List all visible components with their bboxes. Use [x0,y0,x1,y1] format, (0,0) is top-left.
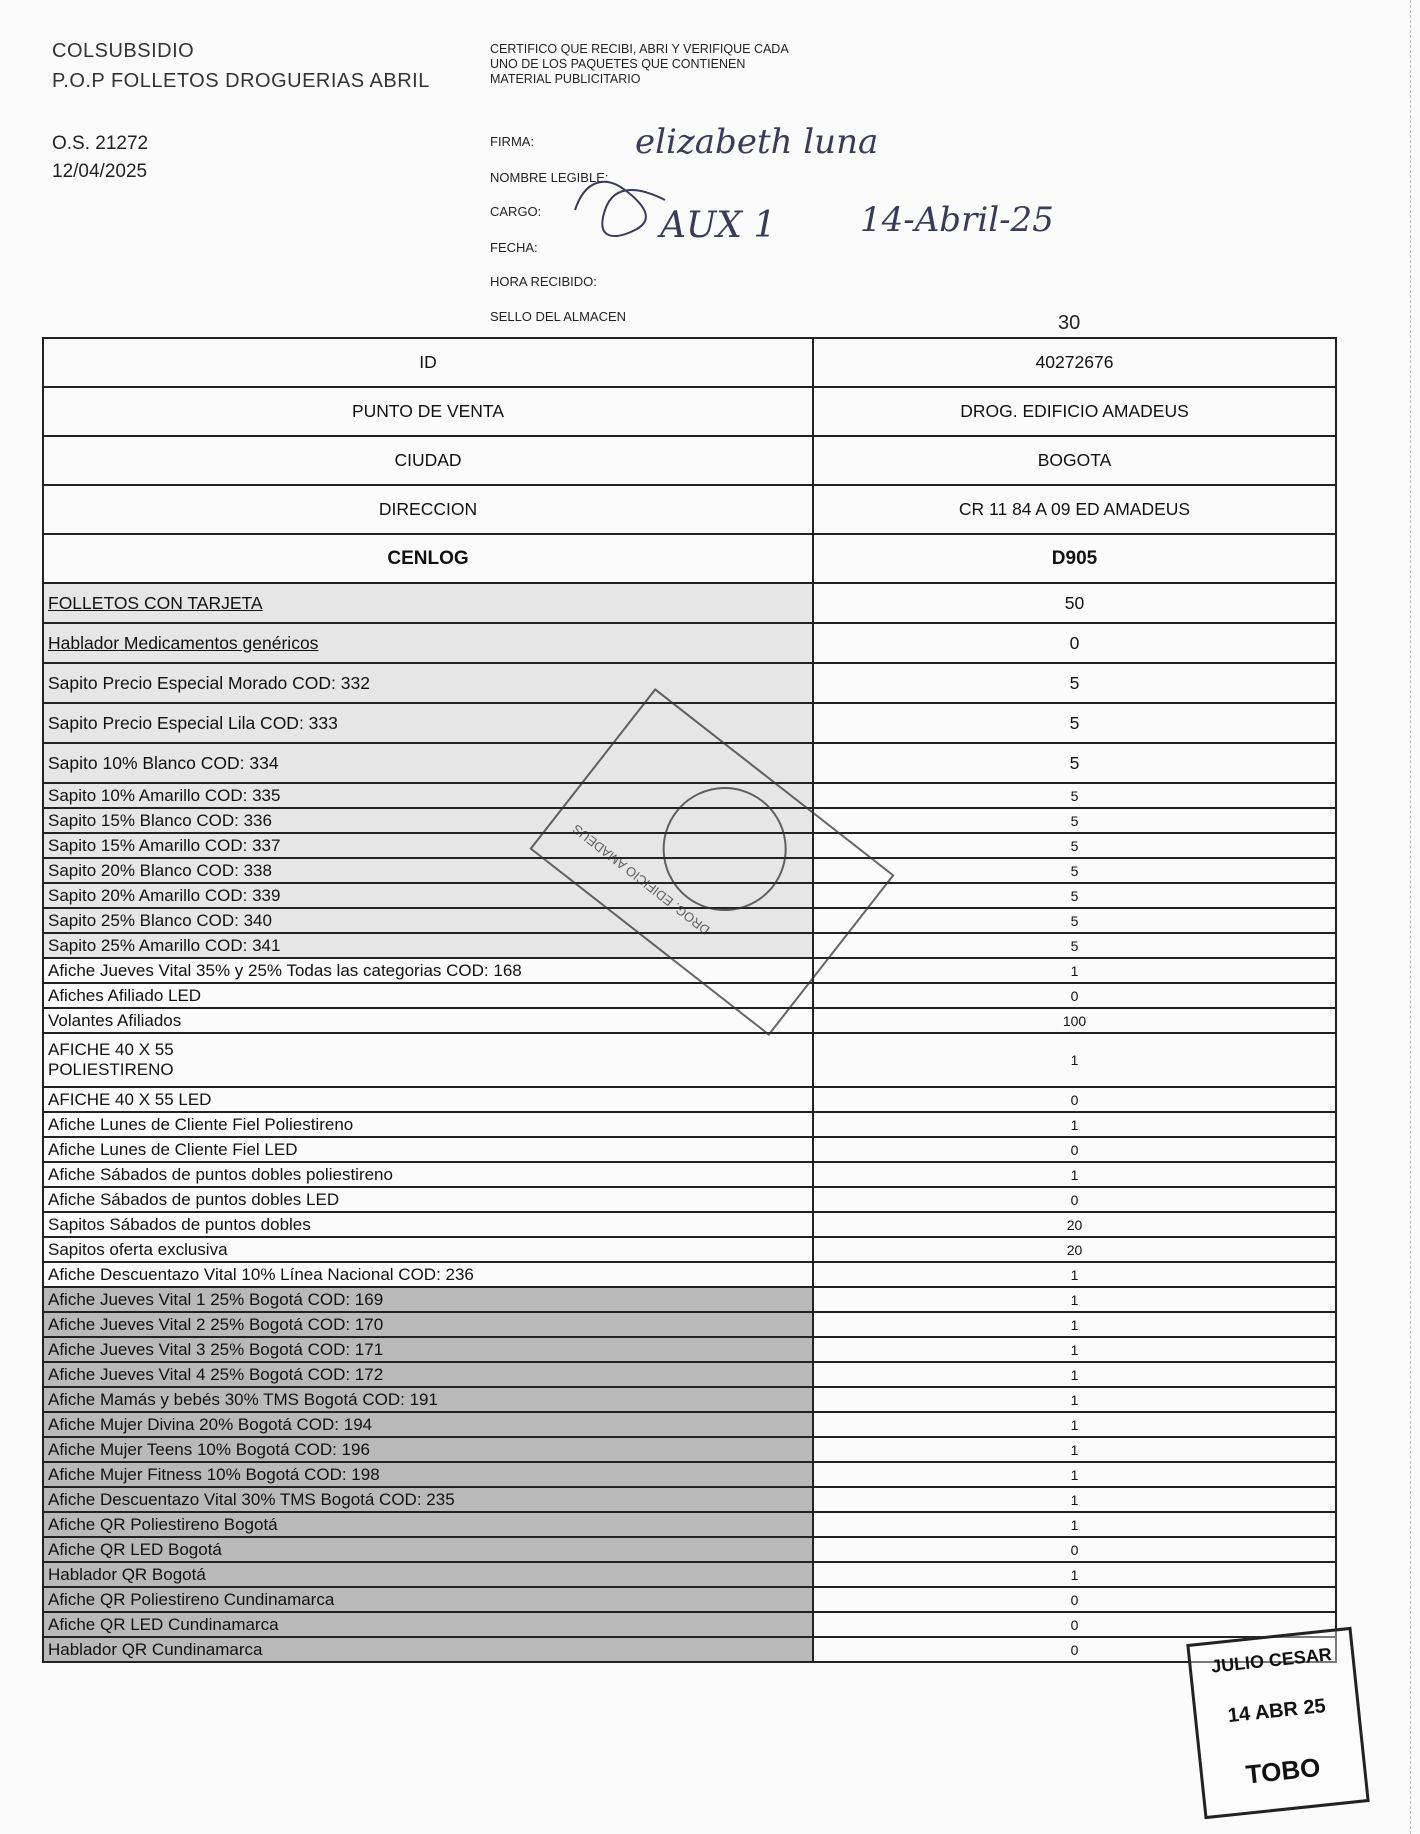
item-label: Afiche QR Poliestireno Bogotá [43,1512,813,1537]
item-label: Afiche Mujer Fitness 10% Bogotá COD: 198 [43,1462,813,1487]
item-qty: 0 [813,1137,1336,1162]
item-qty: 1 [813,1412,1336,1437]
label-sello: SELLO DEL ALMACEN [490,309,627,324]
item-qty: 1 [813,1312,1336,1337]
item-label: Sapito Precio Especial Lila COD: 333 [43,703,813,743]
table-row [43,1087,1336,1112]
item-label: Afiche QR LED Cundinamarca [43,1612,813,1637]
info-row-cenlog [43,534,1336,583]
table-row [43,1033,1336,1087]
item-qty: 5 [813,933,1336,958]
table-row [43,1587,1336,1612]
table-row [43,1162,1336,1187]
receipt-stamp-date: 14 ABR 25 [1226,1694,1327,1728]
receipt-stamp-place: TOBO [1244,1751,1322,1790]
handwritten-cargo: AUX 1 [660,205,777,246]
table-row [43,1437,1336,1462]
item-label: Afiche Jueves Vital 4 25% Bogotá COD: 172 [43,1362,813,1387]
table-row [43,1462,1336,1487]
item-qty: 20 [813,1237,1336,1262]
item-label: Sapito 10% Amarillo COD: 335 [43,783,813,808]
table-row [43,1612,1336,1637]
info-row-ciudad [43,436,1336,485]
item-qty: 5 [813,808,1336,833]
item-label: Sapito 20% Amarillo COD: 339 [43,883,813,908]
item-label: Afiche Descuentazo Vital 30% TMS Bogotá COD: 235 [43,1487,813,1512]
item-label: Sapito 25% Blanco COD: 340 [43,908,813,933]
item-qty: 1 [813,1462,1336,1487]
item-label: Sapito 10% Blanco COD: 334 [43,743,813,783]
item-label: Sapito 20% Blanco COD: 338 [43,858,813,883]
table-row [43,1187,1336,1212]
item-label: Afiche Sábados de puntos dobles LED [43,1187,813,1212]
material-table [42,337,1337,1663]
label-cargo: CARGO: [490,204,542,219]
info-row-id [43,338,1336,387]
item-label [43,1033,813,1087]
item-qty: 5 [813,858,1336,883]
item-label: Afiche Lunes de Cliente Fiel LED [43,1137,813,1162]
table-row [43,663,1336,703]
item-label: Afiche Mamás y bebés 30% TMS Bogotá COD: 191 [43,1387,813,1412]
item-label: Afiche Descuentazo Vital 10% Línea Nacional COD: 236 [43,1262,813,1287]
item-label: Sapitos oferta exclusiva [43,1237,813,1262]
item-qty: 1 [813,1033,1336,1087]
handwritten-name: elizabeth luna [635,122,879,162]
table-row [43,1262,1336,1287]
table-row [43,1008,1336,1033]
store-stamp-text: DROG. EDIFICIO AMADEUS [569,821,713,938]
item-qty: 0 [813,1187,1336,1212]
table-row [43,983,1336,1008]
receipt-stamp [1186,1627,1369,1819]
table-row [43,1112,1336,1137]
item-label: Hablador QR Bogotá [43,1562,813,1587]
table-row [43,1537,1336,1562]
info-row-punto-venta [43,387,1336,436]
item-qty: 50 [813,583,1336,623]
item-label: Afiche Jueves Vital 35% y 25% Todas las categorias COD: 168 [43,958,813,983]
company-name: COLSUBSIDIO [52,40,195,62]
item-qty: 0 [813,1587,1336,1612]
item-label: FOLLETOS CON TARJETA [43,583,813,623]
table-row [43,1212,1336,1237]
order-number: O.S. 21272 [52,133,149,154]
item-label: Afiche Lunes de Cliente Fiel Poliestireno [43,1112,813,1137]
item-qty: 100 [813,1008,1336,1033]
item-qty: 1 [813,1337,1336,1362]
item-qty: 1 [813,1287,1336,1312]
item-qty: 0 [813,623,1336,663]
item-label: Afiche Sábados de puntos dobles poliestireno [43,1162,813,1187]
info-label: PUNTO DE VENTA [43,387,813,436]
item-label-line1: AFICHE 40 X 55 [48,1040,174,1059]
info-label: CENLOG [43,534,813,583]
item-qty: 20 [813,1212,1336,1237]
info-label: CIUDAD [43,436,813,485]
item-qty: 5 [813,833,1336,858]
table-row [43,1512,1336,1537]
table-row [43,583,1336,623]
item-label: Afiche Jueves Vital 1 25% Bogotá COD: 169 [43,1287,813,1312]
table-row [43,1137,1336,1162]
table-row [43,1362,1336,1387]
item-label: Sapito 15% Amarillo COD: 337 [43,833,813,858]
receipt-stamp-name: JULIO CESAR [1210,1644,1333,1677]
info-label: ID [43,338,813,387]
document-title [52,36,430,96]
table-row [43,623,1336,663]
item-label: Sapito 25% Amarillo COD: 341 [43,933,813,958]
item-qty: 0 [813,1637,1336,1662]
item-qty: 1 [813,1487,1336,1512]
label-hora: HORA RECIBIDO: [490,274,597,289]
item-qty: 0 [813,983,1336,1008]
item-qty: 5 [813,908,1336,933]
table-row [43,1487,1336,1512]
table-row [43,1312,1336,1337]
item-qty: 1 [813,1437,1336,1462]
item-label: Sapito 15% Blanco COD: 336 [43,808,813,833]
item-label: Afiche Mujer Divina 20% Bogotá COD: 194 [43,1412,813,1437]
item-label: Sapitos Sábados de puntos dobles [43,1212,813,1237]
table-row [43,1337,1336,1362]
label-nombre: NOMBRE LEGIBLE: [490,170,609,185]
item-qty: 1 [813,1112,1336,1137]
item-qty: 0 [813,1087,1336,1112]
item-qty: 1 [813,1562,1336,1587]
item-label-line2: POLIESTIRENO [48,1060,174,1079]
label-firma: FIRMA: [490,134,535,149]
item-qty: 5 [813,783,1336,808]
project-name: P.O.P FOLLETOS DROGUERIAS ABRIL [52,70,430,92]
item-label: Volantes Afiliados [43,1008,813,1033]
handwritten-signature [565,170,675,250]
package-count: 30 [1058,312,1081,334]
item-qty: 0 [813,1612,1336,1637]
info-value: BOGOTA [813,436,1336,485]
item-label: Afiches Afiliado LED [43,983,813,1008]
item-qty: 1 [813,1262,1336,1287]
info-value: 40272676 [813,338,1336,387]
table-row [43,1237,1336,1262]
table-row [43,1412,1336,1437]
item-qty: 0 [813,1537,1336,1562]
label-fecha: FECHA: [490,240,538,255]
table-row [43,1287,1336,1312]
info-label: DIRECCION [43,485,813,534]
item-label: Afiche Mujer Teens 10% Bogotá COD: 196 [43,1437,813,1462]
table-row [43,1562,1336,1587]
info-value: DROG. EDIFICIO AMADEUS [813,387,1336,436]
item-label: Hablador Medicamentos genéricos [43,623,813,663]
item-qty: 1 [813,1387,1336,1412]
item-qty: 5 [813,663,1336,703]
item-qty: 1 [813,958,1336,983]
table-row [43,1637,1336,1662]
item-qty: 1 [813,1512,1336,1537]
item-qty: 5 [813,743,1336,783]
item-label: Afiche Jueves Vital 2 25% Bogotá COD: 170 [43,1312,813,1337]
item-qty: 1 [813,1362,1336,1387]
item-qty: 5 [813,883,1336,908]
order-info [52,130,148,186]
info-value: D905 [813,534,1336,583]
info-value: CR 11 84 A 09 ED AMADEUS [813,485,1336,534]
item-label: AFICHE 40 X 55 LED [43,1087,813,1112]
item-label: Sapito Precio Especial Morado COD: 332 [43,663,813,703]
item-label: Afiche QR Poliestireno Cundinamarca [43,1587,813,1612]
info-row-direccion [43,485,1336,534]
order-date: 12/04/2025 [52,161,148,182]
item-label: Afiche Jueves Vital 3 25% Bogotá COD: 171 [43,1337,813,1362]
item-label: Hablador QR Cundinamarca [43,1637,813,1662]
certification-text: CERTIFICO QUE RECIBI, ABRI Y VERIFIQUE CADA UNO DE LOS PAQUETES QUE CONTIENEN MATERIAL PUBLICITARIO [490,42,788,86]
item-qty: 5 [813,703,1336,743]
table-row [43,1387,1336,1412]
handwritten-fecha: 14-Abril-25 [860,200,1054,240]
item-qty: 1 [813,1162,1336,1187]
item-label: Afiche QR LED Bogotá [43,1537,813,1562]
scan-edge [1410,0,1412,1834]
